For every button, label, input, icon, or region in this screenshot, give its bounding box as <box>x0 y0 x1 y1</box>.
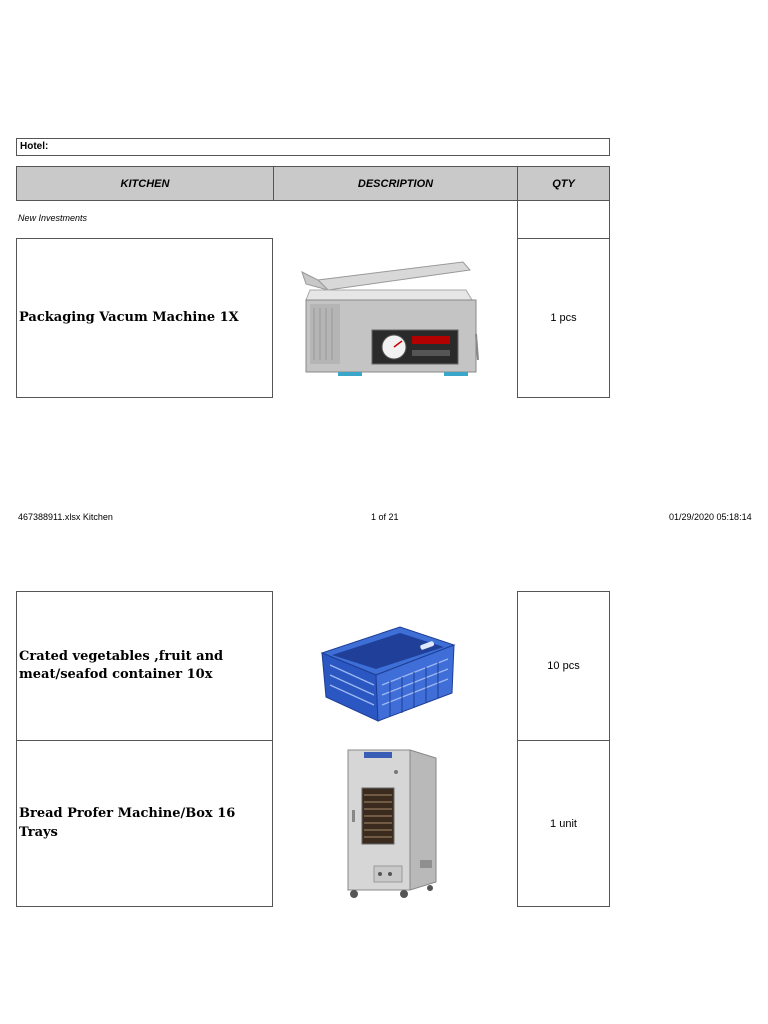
bread-proofer-image <box>344 748 440 900</box>
item-name-1: Packaging Vacum Machine 1X <box>16 238 273 398</box>
blue-crate-image <box>318 625 458 723</box>
item-qty-1: 1 pcs <box>517 238 610 398</box>
footer-page-number: 1 of 21 <box>371 512 399 522</box>
section-note: New Investments <box>18 213 88 223</box>
header-kitchen: KITCHEN <box>16 166 274 201</box>
item-name-3: Bread Profer Machine/Box 16 Trays <box>16 740 273 907</box>
item-name-2: Crated vegetables ,fruit and meat/seafod container 10x <box>16 591 273 741</box>
header-description: DESCRIPTION <box>273 166 518 201</box>
item-qty-3: 1 unit <box>517 740 610 907</box>
qty-empty-cell <box>517 200 610 239</box>
footer-datetime: 01/29/2020 05:18:14 <box>669 512 752 522</box>
footer-filename: 467388911.xlsx Kitchen <box>18 512 113 522</box>
item-qty-2: 10 pcs <box>517 591 610 741</box>
header-qty: QTY <box>517 166 610 201</box>
vacuum-machine-image <box>298 250 480 386</box>
hotel-field: Hotel: <box>16 138 610 156</box>
